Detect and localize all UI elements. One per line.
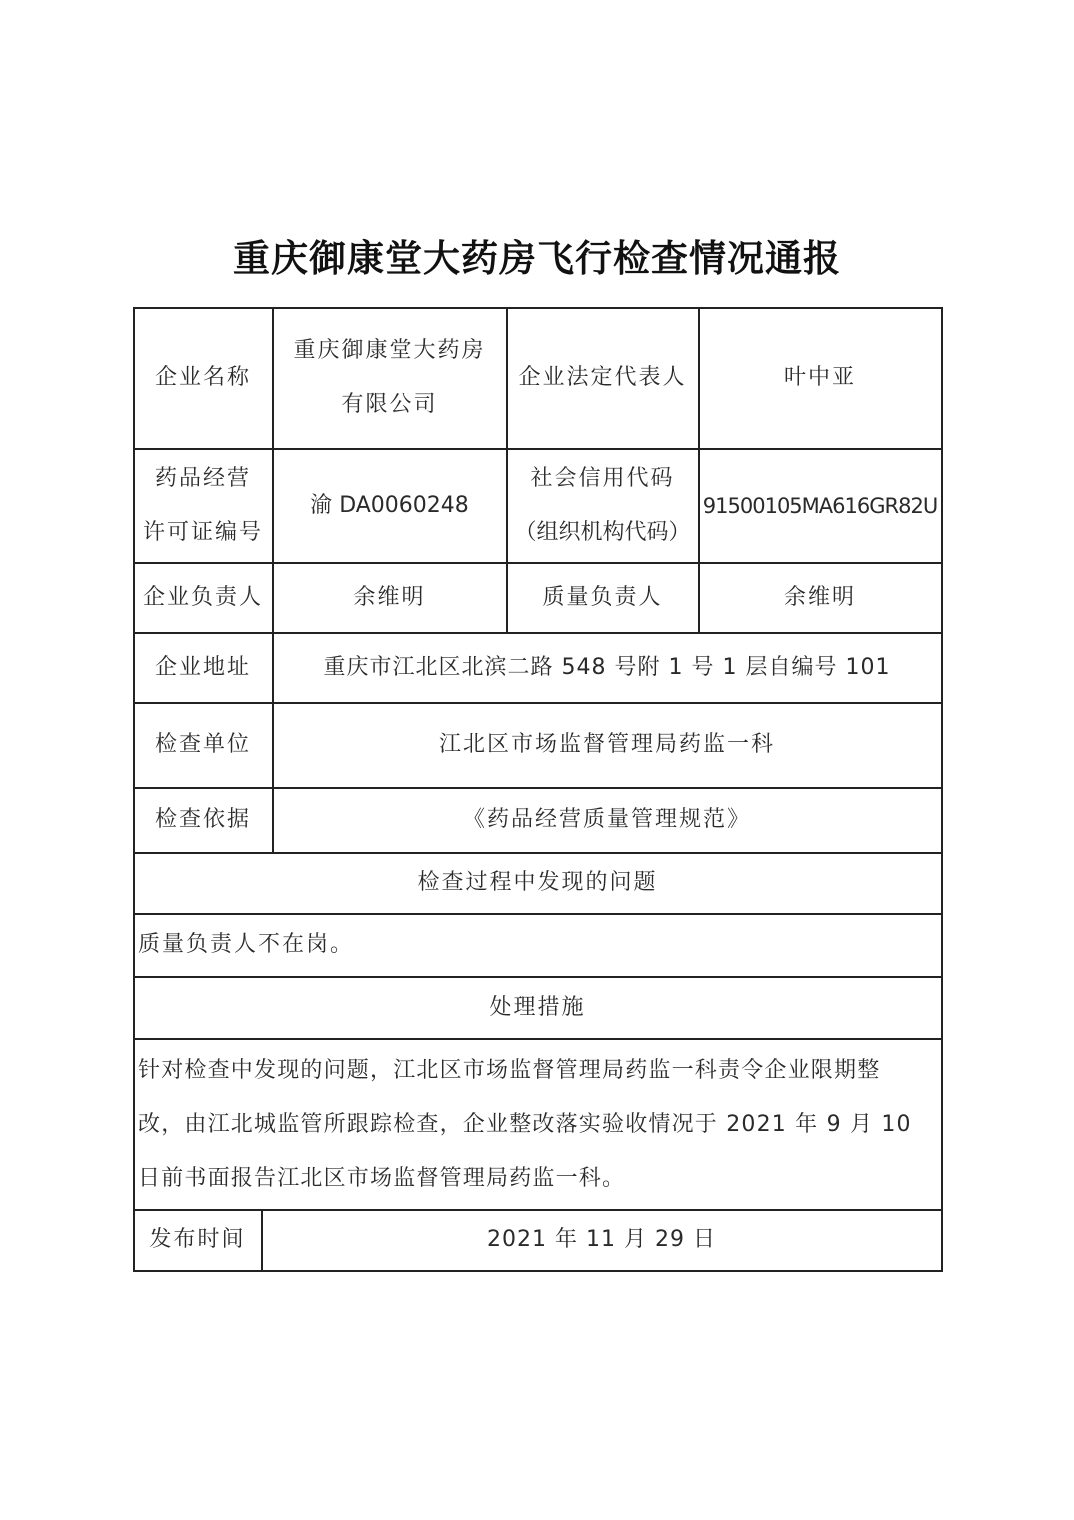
problems-header: 检查过程中发现的问题: [417, 870, 658, 895]
inspection-basis-value: 《药品经营质量管理规范》: [462, 807, 751, 832]
credit-code-value: 91500105MA616GR82U: [702, 493, 938, 518]
principal-value: 余维明: [353, 584, 426, 610]
address-label: 企业地址: [154, 654, 251, 680]
quality-principal-value: 余维明: [783, 584, 856, 610]
measures-text: 针对检查中发现的问题，江北区市场监督管理局药监一科责令企业限期整 改，由江北城监管所跟踪检查，企业整改落实验收情况于 2021 年 9 月 10 日前书面报告江北区市场监督管理局药监一科。: [138, 1058, 912, 1191]
company-name-label: 企业名称: [154, 365, 251, 390]
document-title: 重庆御康堂大药房飞行检查情况通报: [233, 237, 841, 280]
principal-label: 企业负责人: [142, 584, 263, 610]
legal-rep-label: 企业法定代表人: [518, 365, 687, 390]
address-value: 重庆市江北区北滨二路 548 号附 1 号 1 层自编号 101: [323, 654, 891, 680]
license-value: 渝 DA0060248: [310, 492, 469, 518]
company-name-value: 重庆御康堂大药房 有限公司: [293, 338, 486, 417]
inspection-basis-label: 检查依据: [154, 807, 251, 832]
quality-principal-label: 质量负责人: [542, 584, 663, 610]
measures-header: 处理措施: [489, 994, 586, 1020]
license-label: 药品经营 许可证编号: [142, 465, 263, 545]
publish-date-value: 2021 年 11 月 29 日: [487, 1227, 716, 1252]
legal-rep-value: 叶中亚: [783, 365, 856, 390]
credit-code-label: 社会信用代码 （组织机构代码）: [514, 465, 691, 545]
inspection-unit-value: 江北区市场监督管理局药监一科: [438, 732, 775, 757]
problems-text: 质量负责人不在岗。: [138, 932, 355, 957]
publish-date-label: 发布时间: [149, 1227, 246, 1252]
inspection-unit-label: 检查单位: [154, 732, 251, 757]
